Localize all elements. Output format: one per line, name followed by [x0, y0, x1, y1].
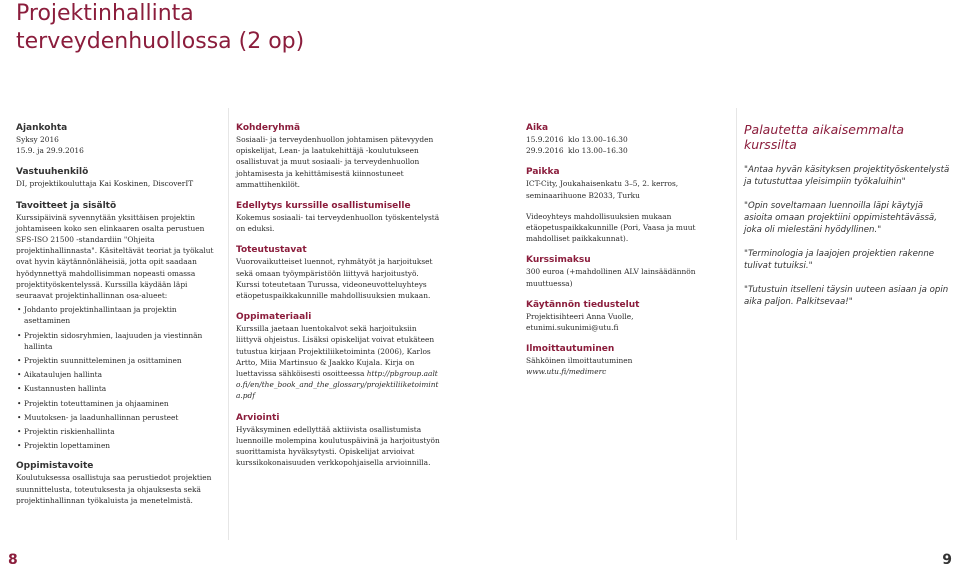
oppimistavoite-text: Koulutuksessa osallistuja saa perustiedot projektien suunnittelusta, toteutuksesta ja ohjauksesta sekä projektinhallinnan työkaluista ja menetelmistä. [16, 473, 212, 505]
paikka-heading: Paikka [526, 167, 560, 178]
list-item: • Aikataulujen hallinta [16, 369, 216, 380]
registration-link[interactable]: www.utu.fi/medimerc [526, 367, 607, 377]
vastuu-heading: Vastuuhenkilö [16, 167, 89, 178]
topic-list [16, 304, 216, 451]
list-item: • Projektin riskienhallinta [16, 426, 216, 437]
list-item: • Johdanto projektinhallintaan ja projektin asettaminen [16, 304, 216, 326]
column-practical [526, 122, 726, 378]
paikka-text: ICT-City, Joukahaisenkatu 3–5, 2. kerros, seminaarihuone B2033, Turku [526, 179, 679, 200]
toteutustavat-text: Vuorovaikutteiset luennot, ryhmätyöt ja harjoitukset sekä omaan työympäristöön liittyvä harjoitustyö. Kurssi toteutetaan Turussa, videoneuvotteluyhteys etäopetuspaikkakunnille mahdollisuuksien mukaan. [236, 257, 433, 301]
list-item: • Projektin suunnitteleminen ja osittaminen [16, 355, 216, 366]
feedback-quote: "Tutustuin itselleni täysin uuteen asiaan ja opin aika paljon. Palkitsevaa!" [744, 285, 949, 307]
column-feedback [744, 122, 952, 308]
kohderyhma-heading: Kohderyhmä [236, 123, 301, 133]
tavoitteet-heading: Tavoitteet ja sisältö [16, 200, 117, 211]
arviointi-heading: Arviointi [236, 412, 280, 423]
page-number-left: 8 [8, 552, 18, 568]
column-divider [736, 108, 737, 540]
list-item: • Projektin lopettaminen [16, 440, 216, 451]
page-number-right: 9 [942, 552, 952, 568]
feedback-quote: "Opin soveltamaan luennoilla läpi käytyjä asioita omaan projektiini oppimistehtävässä, joka oli mielestäni hyödyllinen." [744, 201, 937, 235]
list-item: • Kustannusten hallinta [16, 383, 216, 394]
time: klo 13.00–16.30 [568, 146, 628, 156]
date-row [526, 145, 726, 156]
column-course-info [16, 122, 216, 506]
oppimateriaali-body: Kurssilla jaetaan luentokalvot sekä harjoituksiin liittyvä ohjeistus. Lisäksi opiskelijat voivat etukäteen tutustua kirjaan Projektiliiketoiminta (2006), Karlos Artto, Miia Martinsuo & Jaakko Kujala. Kirja on luettavissa sähköisesti osoitteessa [236, 324, 435, 379]
feedback-quote: "Terminologia ja laajojen projektien rakenne tulivat tutuiksi." [744, 249, 935, 271]
book-link[interactable]: http://pbgroup.aalto.fi/en/the_book_and_the_glossary/projektiliiketoiminta.pdf [236, 369, 439, 401]
vastuu-text: DI, projektikouluttaja Kai Koskinen, DiscoverIT [16, 179, 194, 189]
list-item: • Projektin sidosryhmien, laajuuden ja viestinnän hallinta [16, 330, 216, 352]
ajankohta-heading: Ajankohta [16, 123, 68, 133]
oppimateriaali-text [236, 323, 444, 401]
date-row [526, 134, 726, 145]
tavoitteet-text: Kurssipäivinä syvennytään yksittäisen projektin johtamiseen koko sen elinkaaren osalta perustuen SFS-ISO 21500 -standardiin "Ohjeita projektinhallinnasta". Käsiteltävät teoriat ja työkalut ovat hyvin käytännönläheisiä, jotta opit saadaan hyödynnettyä mahdollisimman nopeasti omassa projektityöskentelyssä. Kurssilla käydään läpi seuraavat projektinhallinnan osa-alueet: [16, 212, 214, 301]
arviointi-text: Hyväksyminen edellyttää aktiivista osallistumista luennoille molempina koulutuspäivinä ja harjoitustyön suorittamista hyväksytysti. Opiskelijat arvioivat kurssikokonaisuuden verkkopohjaisella arvioinnilla. [236, 424, 440, 468]
kurssimaksu-heading: Kurssimaksu [526, 255, 591, 266]
column-audience [236, 122, 444, 468]
ilmoittautuminen-heading: Ilmoittautuminen [526, 344, 615, 355]
oppimistavoite-heading: Oppimistavoite [16, 461, 94, 472]
aika-heading: Aika [526, 123, 549, 133]
feedback-heading: Palautetta aikaisemmalta kurssilta [744, 122, 905, 152]
ilmoittautuminen-text: Sähköinen ilmoittautuminen [526, 356, 633, 366]
time: klo 13.00–16.30 [568, 135, 628, 144]
feedback-quote: "Antaa hyvän käsityksen projektityöskentelystä ja tutustuttaa yleisimpiin työkaluihin" [744, 165, 950, 187]
tiedustelut-heading: Käytännön tiedustelut [526, 299, 640, 310]
list-item: • Muutoksen- ja laadunhallinnan perusteet [16, 412, 216, 423]
kurssimaksu-text: 300 euroa (+mahdollinen ALV lainsäädännön muuttuessa) [526, 267, 696, 288]
date: 29.9.2016 [526, 146, 564, 156]
title-line-1: Projektinhallinta [16, 1, 194, 26]
toteutustavat-heading: Toteutustavat [236, 245, 307, 256]
tiedustelut-text: Projektisihteeri Anna Vuolle, etunimi.sukunimi@utu.fi [526, 311, 634, 333]
column-divider [228, 108, 229, 540]
ajankohta-dates: 15.9. ja 29.9.2016 [16, 146, 84, 156]
title-line-2: terveydenhuollossa (2 op) [16, 29, 305, 54]
kohderyhma-text: Sosiaali- ja terveydenhuollon johtamisen pätevyyden opiskelijat, Lean- ja laatukehittäjä -koulutukseen osallistuvat ja muut sosiaali- ja terveydenhuollon johtamisesta ja kehittämisestä kiinnostuneet ammattihenkilöt. [236, 135, 434, 189]
edellytys-heading: Edellytys kurssille osallistumiselle [236, 201, 411, 212]
date: 15.9.2016 [526, 135, 564, 144]
oppimateriaali-heading: Oppimateriaali [236, 312, 312, 323]
video-text: Videoyhteys mahdollisuuksien mukaan etäopetuspaikkakunnille (Pori, Vaasa ja muut mahdolliset paikkakunnat). [526, 211, 696, 244]
list-item: • Projektin toteuttaminen ja ohjaaminen [16, 398, 216, 409]
page-title [16, 0, 304, 56]
edellytys-text: Kokemus sosiaali- tai terveydenhuollon työskentelystä on eduksi. [236, 213, 440, 234]
ajankohta-term: Syksy 2016 [16, 135, 59, 144]
